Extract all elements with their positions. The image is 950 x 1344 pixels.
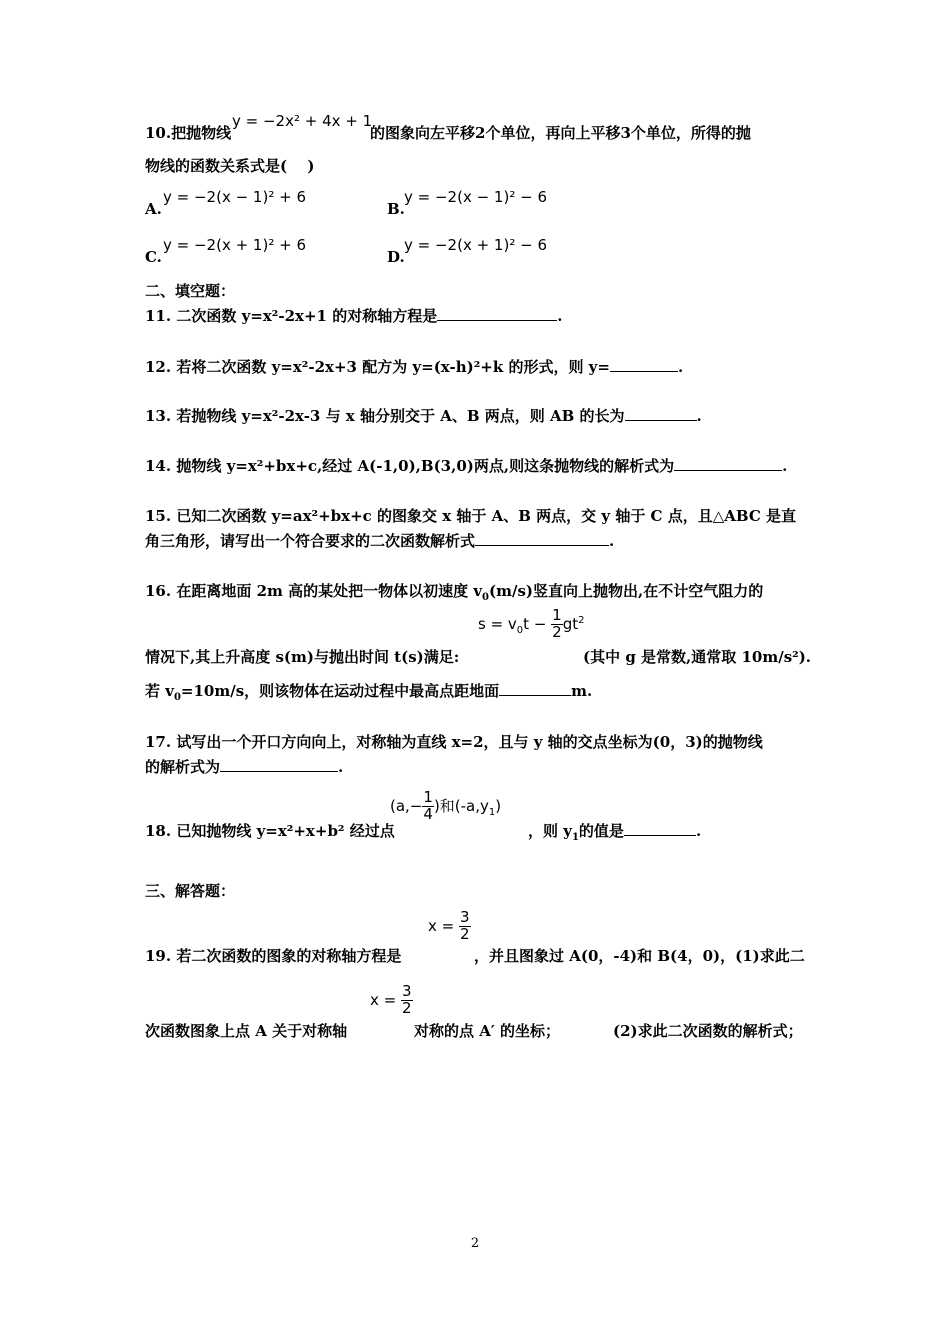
q11-answer-blank[interactable] [437,306,557,321]
page-number: 2 [470,1236,480,1251]
q15-line1: 15. 已知二次函数 y=ax²+bx+c 的图象交 x 轴于 A、B 两点，交 y 轴于 C 点，且△ABC 是直 [145,507,796,525]
section-answer-heading: 三、解答题： [145,882,236,900]
q16-formula: $s = v_0t$ − $\frac{1}{2}$ $gt^2$ [478,606,585,641]
q10-option-c: y = −2(x + 1)² + 6 [163,236,306,254]
q18-points: (a,− $\frac{1}{4}$ )和$(-a,y_1)$ [390,788,502,823]
q13: 13. 若抛物线 y=x²-2x-3 与 x 轴分别交于 A、B 两点，则 AB 的长为 . [145,407,702,425]
q18-fraction: $\frac{1}{4}$ [423,788,433,823]
q16-line2a: 情况下,其上升高度 s(m)与抛出时间 t(s)满足: [145,648,460,666]
q16-fraction: $\frac{1}{2}$ [552,606,562,641]
q10-option-d: y = −2(x + 1)² − 6 [404,236,547,254]
q12-answer-blank[interactable] [610,357,678,372]
q10-option-d-label: D. [387,248,405,266]
q18-answer: ，则 $y_1$的值是 . [528,822,702,843]
q10-number: 10. [145,124,172,142]
q14-answer-blank[interactable] [674,456,782,471]
q10-line1-cont: 的图象向左平移2个单位，再向上平移3个单位，所得的抛 [370,124,751,142]
q10-line1: 10.把抛物线 [145,124,232,142]
q19-axis-fraction-1: x = $\frac{3}{2}$ [428,908,470,943]
q16-line1: 16. 在距离地面 2m 高的某处把一物体以初速度 $v_0(m/s)$竖直向上抛物出,在不计空气阻力的 [145,582,764,603]
q10-option-c-label: C. [145,248,162,266]
q19-line2c: (2)求此二次函数的解析式； [613,1022,803,1040]
q10-expression: y = −2x² + 4x + 1 [232,112,373,130]
q17-answer-blank[interactable] [220,757,338,772]
q16-line3: 若 $v_0=10m/s$，则该物体在运动过程中最高点距地面 m. [145,682,593,703]
q15-line2: 角三角形，请写出一个符合要求的二次函数解析式 . [145,532,615,550]
section-fill-in-heading: 二、填空题： [145,282,236,300]
q19-axis-fraction-2: x = $\frac{3}{2}$ [370,982,412,1017]
q19-line2b: 对称的点 A′ 的坐标； [414,1022,561,1040]
q17-line1: 17. 试写出一个开口方向向上，对称轴为直线 x=2，且与 y 轴的交点坐标为(0，3)的抛物线 [145,733,763,751]
q19-line2a: 次函数图象上点 A 关于对称轴 [145,1022,348,1040]
q10-option-a: y = −2(x − 1)² + 6 [163,188,306,206]
q10-line2: 物线的函数关系式是( ) [145,157,315,175]
q13-answer-blank[interactable] [625,406,697,421]
q10-option-b: y = −2(x − 1)² − 6 [404,188,547,206]
q18-text: 18. 已知抛物线 y=x²+x+b² 经过点 [145,822,395,840]
q12: 12. 若将二次函数 y=x²-2x+3 配方为 y=(x-h)²+k 的形式，则 y= . [145,358,684,376]
q16-line2b: (其中 g 是常数,通常取 10m/s²). [583,648,812,666]
q10-option-b-label: B. [387,200,405,218]
q17-line2: 的解析式为 . [145,758,344,776]
q10-option-a-label: A. [145,200,162,218]
q11: 11. 二次函数 y=x²-2x+1 的对称轴方程是 . [145,307,563,325]
q19-line1b: ，并且图象过 A(0，-4)和 B(4，0)，(1)求此二 [474,947,805,965]
q18-answer-blank[interactable] [624,821,696,836]
q15-answer-blank[interactable] [475,531,609,546]
q14: 14. 抛物线 y=x²+bx+c,经过 A(-1,0),B(3,0)两点,则这条抛物线的解析式为 . [145,457,788,475]
q19-line1a: 19. 若二次函数的图象的对称轴方程是 [145,947,402,965]
q16-answer-blank[interactable] [499,681,571,696]
